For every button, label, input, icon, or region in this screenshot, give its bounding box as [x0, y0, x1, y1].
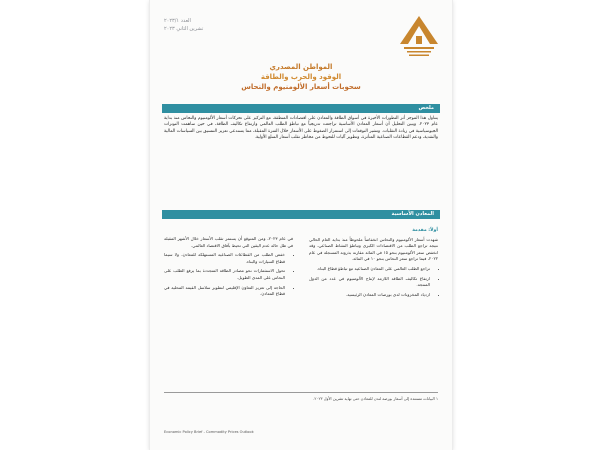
context-heading-bar [162, 210, 440, 219]
organization-logo [398, 14, 440, 62]
context-subheading: أولاً: مقدمة [412, 228, 438, 233]
context-heading: المعادن الأساسية [391, 211, 434, 217]
title-line-1: المواطن المصدري [269, 63, 333, 71]
issue-info [164, 17, 203, 33]
footnote-divider [164, 392, 438, 393]
summary-heading: ملخص [418, 105, 434, 111]
page-footer: Economic Policy Brief - Commodity Prices Outlook [164, 430, 254, 434]
list-item: • تراجع الطلب العالمي على المعادن الصناعية مع تباطؤ قطاع البناء. [309, 266, 430, 273]
left-points [164, 252, 293, 298]
context-points [309, 266, 438, 298]
issue-date: تشرين الثاني ٢٠٢٣ [164, 26, 204, 32]
footnote: ١ البيانات مستندة إلى أسعار بورصة لندن للمعادن حتى نهاية تشرين الأول ٢٠٢٣. [313, 396, 438, 401]
list-item: • خفض الطلب من القطاعات الصناعية المستهلكة للمعادن، ولا سيما قطاع السيارات والبناء. [164, 252, 285, 265]
summary-heading-bar [162, 104, 440, 113]
context-paragraph: شهدت أسعار الألومنيوم والنحاس انخفاضاً ملحوظاً منذ بداية العام الحالي نتيجة تراجع الطلب من الاقتصادات الكبرى وتباطؤ النشاط الصناعي، وقد انخفض سعر الألومنيوم بنحو ١٥ في المائة مقارنة بذروته المسجلة في عام ٢٠٢٢، فيما تراجع سعر النحاس بنحو ١٠ في المائة. [309, 236, 438, 262]
left-column [164, 236, 293, 301]
document-page [150, 0, 452, 450]
list-item: • تحول الاستثمارات نحو مصادر الطاقة المتجددة بما يرفع الطلب على النحاس على المدى الطويل. [164, 268, 285, 281]
list-item: • ارتفاع تكاليف الطاقة اللازمة لإنتاج الألومنيوم في عدد من الدول المنتجة. [309, 276, 430, 289]
right-column [309, 228, 438, 301]
issue-number: العدد ٢٠٢٣/١ [164, 18, 191, 24]
title-line-3: سحوبات أسعار الألومنيوم والنحاس [241, 83, 361, 91]
left-paragraph: في عام ٢٠٢٣، ومن المتوقع أن يستمر تقلب الأسعار خلال الأشهر المقبلة في ظل حالة عدم اليقين التي تحيط بآفاق الاقتصاد العالمي. [164, 236, 293, 248]
title-line-2: الوقود والحرب والطاقة [260, 73, 342, 81]
document-title [210, 62, 392, 92]
list-item: • ازدياد المخزونات لدى بورصات المعادن الرئيسية. [309, 292, 430, 299]
list-item: • الحاجة إلى تعزيز التعاون الإقليمي لتطوير سلاسل القيمة المحلية في قطاع المعادن. [164, 285, 285, 298]
summary-text: يتناول هذا الموجز أثر التطورات الأخيرة في أسواق الطاقة والمعادن على اقتصادات المنطقة، مع التركيز على تحركات أسعار الألومنيوم والنحاس منذ بداية عام ٢٠٢٣. ويبين التحليل أن أسعار المعادن الأساسية تراجعت تدريجياً مع تباطؤ الطلب العالمي وارتفاع تكاليف الطاقة، في حين ساهمت التوترات الجيوسياسية في زيادة التقلبات. وتشير التوقعات إلى استمرار الضغوط على الأسعار خلال الفترة المقبلة، مما يستدعي تعزيز التنسيق بين السياسات المالية والنقدية، ودعم القطاعات الصناعية المتأثرة، وتطوير آليات للتحوط من مخاطر تقلب أسعار السلع الأولية. [164, 116, 438, 141]
